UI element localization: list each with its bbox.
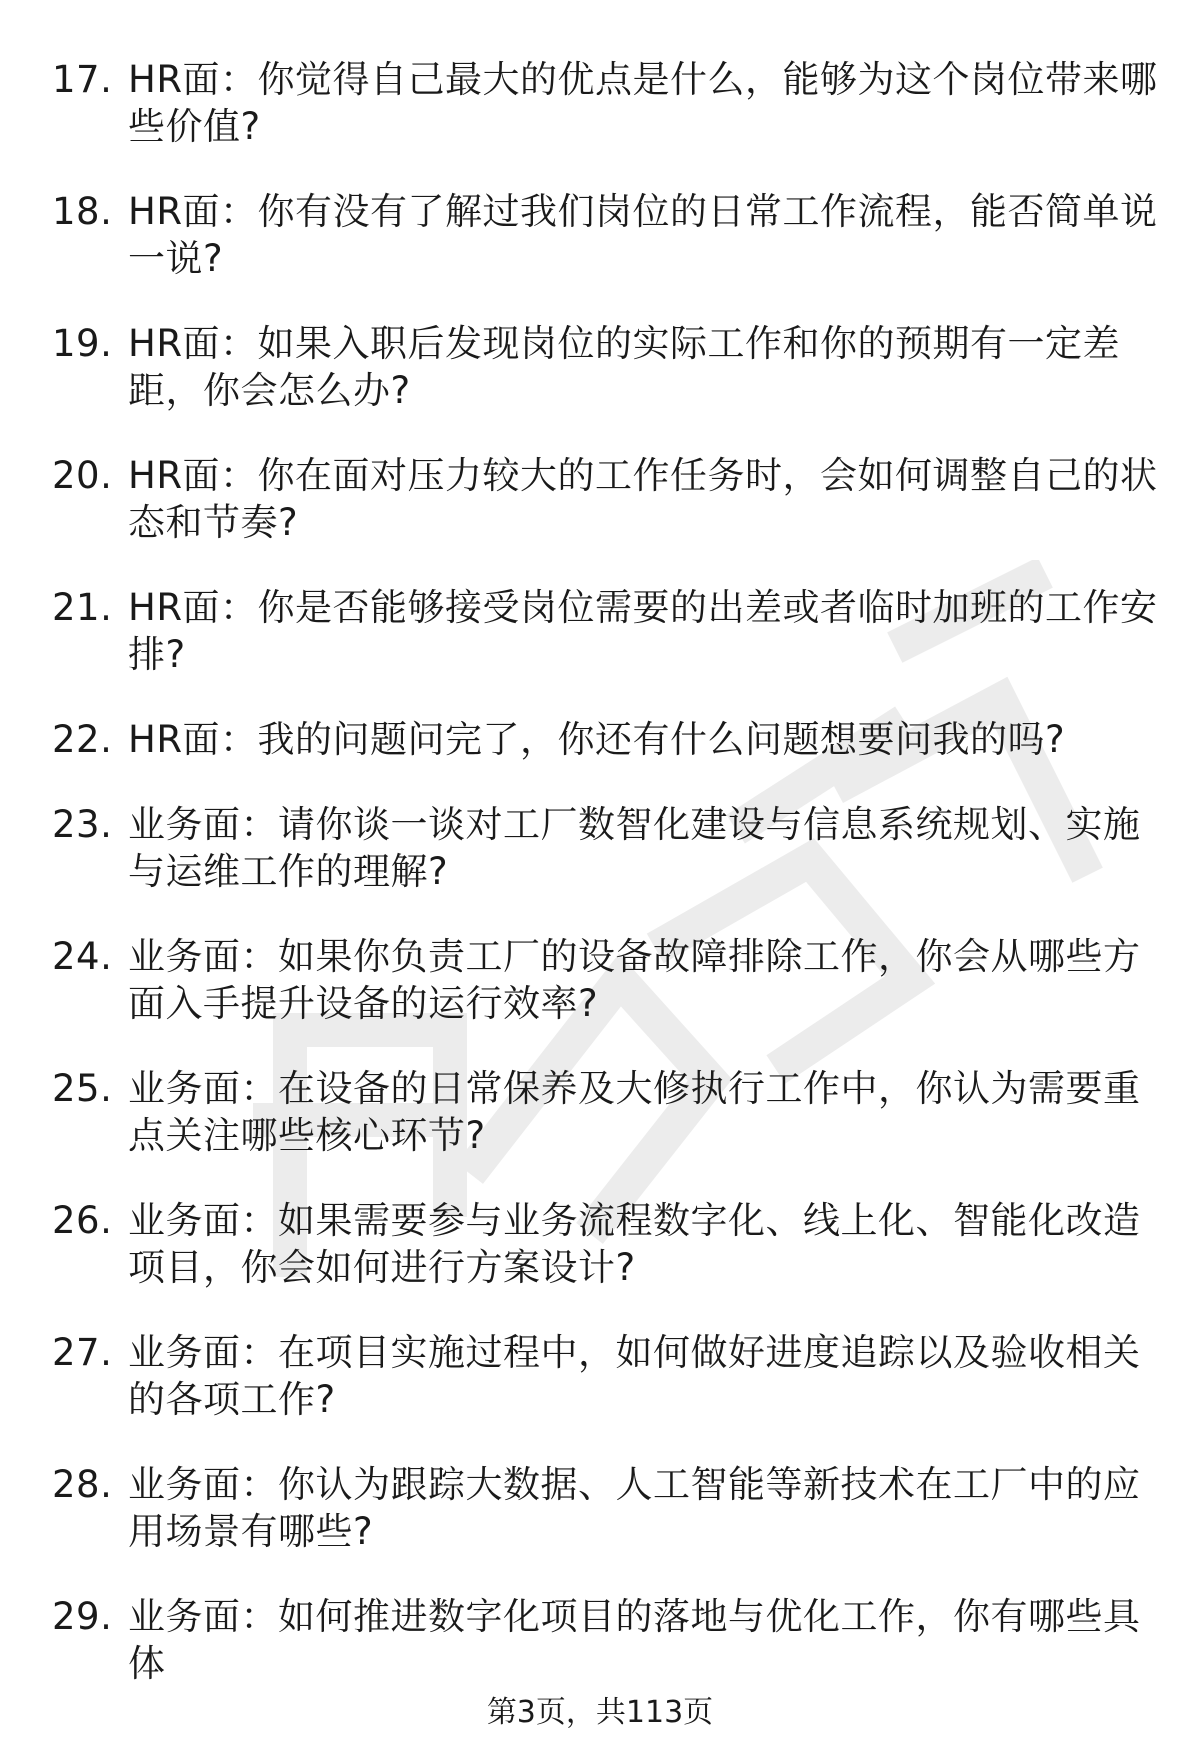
list-item bbox=[0, 716, 1200, 763]
question-text: HR面：如果入职后发现岗位的实际工作和你的预期有一定差距，你会怎么办? bbox=[128, 322, 1121, 412]
question-text: 业务面：如果你负责工厂的设备故障排除工作，你会从哪些方面入手提升设备的运行效率? bbox=[128, 935, 1141, 1025]
question-number: 21. bbox=[52, 586, 113, 629]
list-item bbox=[0, 584, 1200, 678]
question-text: 业务面：如何推进数字化项目的落地与优化工作，你有哪些具体 bbox=[128, 1595, 1141, 1685]
list-item bbox=[0, 452, 1200, 546]
list-item bbox=[0, 933, 1200, 1027]
question-number: 24. bbox=[52, 935, 113, 978]
question-number: 19. bbox=[52, 322, 113, 365]
question-text: 业务面：你认为跟踪大数据、人工智能等新技术在工厂中的应用场景有哪些? bbox=[128, 1463, 1141, 1553]
question-number: 17. bbox=[52, 58, 113, 101]
list-item bbox=[0, 1065, 1200, 1159]
question-text: HR面：你在面对压力较大的工作任务时，会如何调整自己的状态和节奏? bbox=[128, 454, 1158, 544]
question-text: HR面：你觉得自己最大的优点是什么，能够为这个岗位带来哪些价值? bbox=[128, 58, 1158, 148]
list-item bbox=[0, 1593, 1200, 1687]
question-number: 20. bbox=[52, 454, 113, 497]
list-item bbox=[0, 56, 1200, 150]
question-list bbox=[0, 56, 1200, 1725]
list-item bbox=[0, 801, 1200, 895]
list-item bbox=[0, 1461, 1200, 1555]
question-number: 25. bbox=[52, 1067, 113, 1110]
question-text: HR面：你是否能够接受岗位需要的出差或者临时加班的工作安排? bbox=[128, 586, 1158, 676]
question-number: 22. bbox=[52, 718, 113, 761]
question-text: 业务面：请你谈一谈对工厂数智化建设与信息系统规划、实施与运维工作的理解? bbox=[128, 803, 1141, 893]
question-text: 业务面：在项目实施过程中，如何做好进度追踪以及验收相关的各项工作? bbox=[128, 1331, 1141, 1421]
list-item bbox=[0, 1197, 1200, 1291]
question-text: 业务面：如果需要参与业务流程数字化、线上化、智能化改造项目，你会如何进行方案设计? bbox=[128, 1199, 1141, 1289]
question-text: HR面：我的问题问完了，你还有什么问题想要问我的吗? bbox=[128, 718, 1066, 761]
question-number: 27. bbox=[52, 1331, 113, 1374]
question-number: 26. bbox=[52, 1199, 113, 1242]
list-item bbox=[0, 1329, 1200, 1423]
list-item bbox=[0, 188, 1200, 282]
question-number: 18. bbox=[52, 190, 113, 233]
question-number: 29. bbox=[52, 1595, 113, 1638]
question-text: HR面：你有没有了解过我们岗位的日常工作流程，能否简单说一说? bbox=[128, 190, 1158, 280]
question-number: 28. bbox=[52, 1463, 113, 1506]
page-number-footer: 第3页，共113页 bbox=[486, 1695, 714, 1730]
question-number: 23. bbox=[52, 803, 113, 846]
list-item bbox=[0, 320, 1200, 414]
question-text: 业务面：在设备的日常保养及大修执行工作中，你认为需要重点关注哪些核心环节? bbox=[128, 1067, 1141, 1157]
